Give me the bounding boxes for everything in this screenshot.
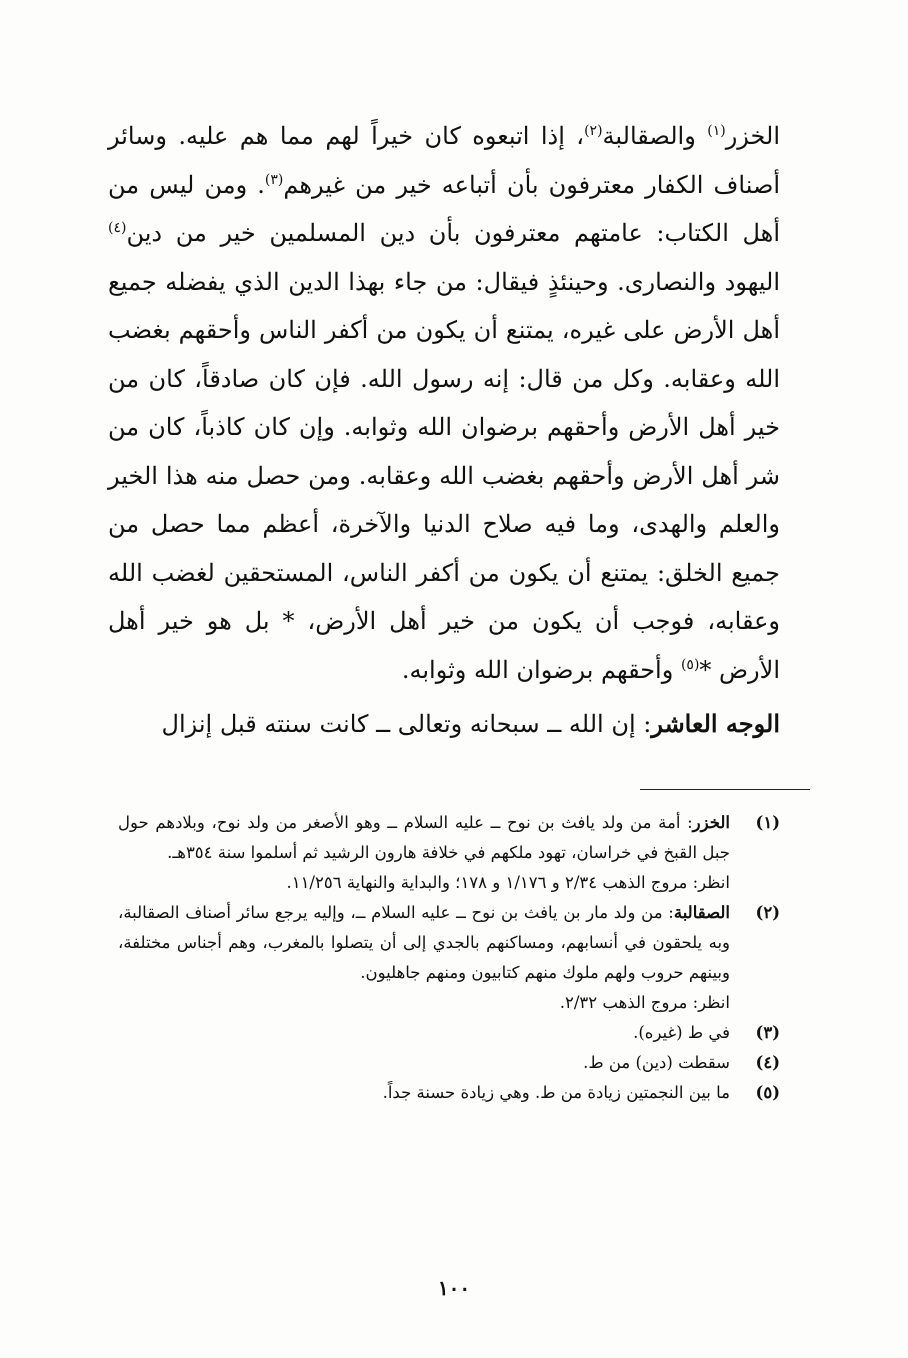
footnote-term: الصقالبة	[673, 903, 730, 922]
footnote-definition: : أمة من ولد يافث بن نوح ــ عليه السلام ــ وهو الأصغر من ولد نوح، وبلادهم حول جبل القبخ في خراسان، تهود ملكهم في خلافة هارون الرشيد ثم أسلموا سنة ٣٥٤هـ.	[118, 813, 730, 862]
text-segment: اليهود والنصارى. وحينئذٍ فيقال: من جاء بهذا الدين الذي يفضله جميع أهل الأرض على غيره، يمتنع أن يكون من أكفر الناس وأحقهم بغضب الله وعقابه. وكل من قال: إنه رسول الله. فإن كان صادقاً، كان من خير أهل الأرض وأحقهم برضوان الله وثوابه. وإن كان كاذباً، كان من شر أهل الأرض وأحقهم بغضب الله وعقابه. ومن حصل منه هذا الخير والعلم والهدى، وما فيه صلاح الدنيا والآخرة، أعظم مما حصل من جميع الخلق: يمتنع أن يكون من أكفر الناس، المستحقين لغضب الله وعقابه، فوجب أن يكون من خير أهل الأرض، * بل هو خير أهل الأرض *	[108, 267, 780, 684]
footnote-body	[118, 1078, 730, 1108]
footnote-ref-1[interactable]: (١)	[707, 123, 726, 139]
footnote-ref-2[interactable]: (٢)	[584, 123, 603, 139]
footnotes	[118, 808, 780, 1108]
footnote-ref-5[interactable]: (٥)	[680, 656, 700, 673]
text-segment: والصقالبة	[602, 122, 708, 150]
footnote-number: (٤)	[755, 1053, 780, 1072]
footnote-ref-4[interactable]: (٤)	[108, 220, 127, 236]
footnote-1	[118, 808, 780, 898]
footnote-body	[118, 1048, 730, 1078]
section-heading: الوجه العاشر	[651, 709, 780, 738]
footnote-reference: انظر: مروج الذهب ٢/٣٢.	[559, 993, 730, 1012]
footnote-number: (٢)	[755, 903, 780, 922]
footnote-number: (١)	[755, 813, 780, 832]
footnote-number: (٥)	[755, 1083, 780, 1102]
footnote-4	[118, 1048, 780, 1078]
text-segment: . ومن ليس من أهل الكتاب: عامتهم معترفون بأن دين المسلمين خير من دين	[108, 170, 780, 247]
text-segment: ، إذا اتبعوه كان خيراً لهم مما هم عليه. وسائر أصناف الكفار معترفون بأن أتباعه خير من غيرهم	[108, 122, 781, 199]
footnote-2	[118, 898, 780, 1018]
footnote-5	[118, 1078, 780, 1108]
text-segment: : إن الله ــ سبحانه وتعالى ــ كانت سنته قبل إنزال	[161, 710, 652, 738]
footnote-text	[118, 898, 730, 988]
footnote-divider	[640, 789, 810, 790]
footnote-body	[118, 808, 730, 898]
footnote-text: ما بين النجمتين زيادة من ط. وهي زيادة حسنة جداً.	[382, 1083, 730, 1102]
main-text	[108, 112, 780, 749]
footnote-ref-3[interactable]: (٣)	[264, 171, 284, 188]
footnote-text	[118, 808, 730, 868]
footnote-term: الخزر	[692, 813, 730, 832]
main-paragraph-2	[108, 700, 780, 749]
footnote-body	[118, 1018, 730, 1048]
main-paragraph-1	[108, 112, 780, 694]
footnote-number: (٣)	[755, 1023, 780, 1042]
footnote-3	[118, 1018, 780, 1048]
term-khazar: الخزر	[725, 122, 780, 150]
footnote-text: سقطت (دين) من ط.	[583, 1053, 730, 1072]
footnote-body	[118, 898, 730, 1018]
footnote-definition: : من ولد مار بن يافث بن نوح ــ عليه السلام ــ، وإليه يرجع سائر أصناف الصقالبة، وبه يلحقون في أنسابهم، ومساكنهم بالجدي إلى أن يتصلوا بالمغرب، وهم أجناس مختلفة، وبينهم حروب ولهم ملوك منهم كتابيون ومنهم جاهليون.	[118, 903, 730, 982]
footnote-text: في ط (غيره).	[633, 1023, 730, 1042]
footnote-reference: انظر: مروج الذهب ٢/٣٤ و ١/١٧٦ و ١٧٨؛ والبداية والنهاية ١١/٢٥٦.	[286, 873, 730, 892]
text-segment: وأحقهم برضوان الله وثوابه.	[401, 655, 681, 684]
page-number: ١٠٠	[437, 1276, 471, 1300]
